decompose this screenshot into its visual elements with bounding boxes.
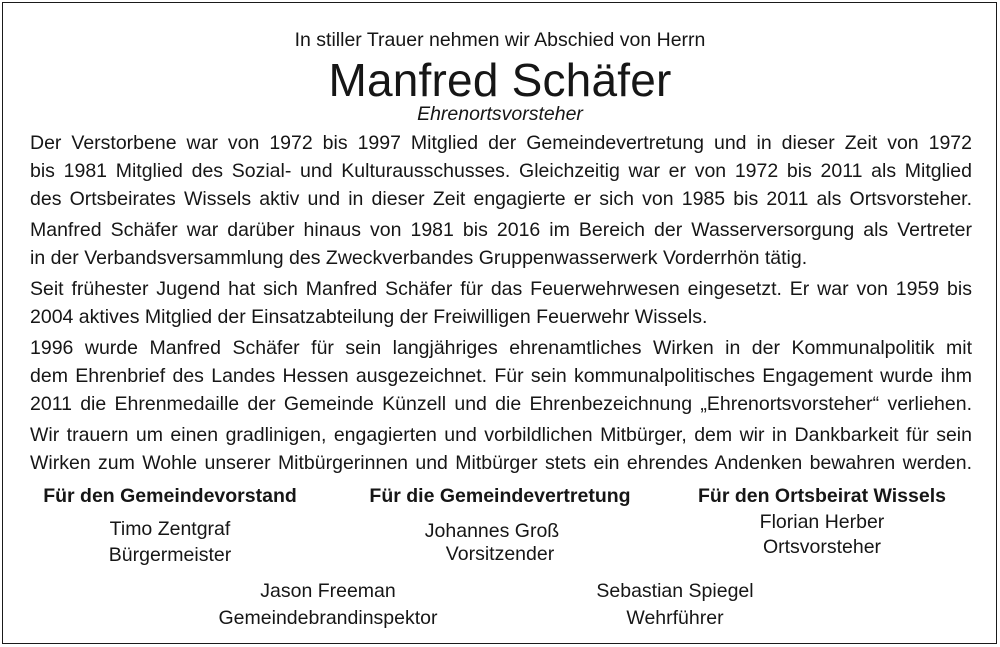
signatory-name: Johannes Groß bbox=[424, 520, 560, 542]
deceased-name: Manfred Schäfer bbox=[328, 54, 672, 106]
text-line: Wirken zum Wohle unserer Mitbürgerinnen und Mitbürger stets ein ehrendes Andenken bewahren werden. bbox=[30, 452, 972, 474]
obituary-text bbox=[30, 129, 972, 477]
signature-heading: Für den Gemeindevorstand bbox=[43, 485, 297, 507]
signatory-role: Gemeindebrandinspektor bbox=[218, 607, 438, 629]
text-line: 2011 die Ehrenmedaille der Gemeinde Künzell und die Ehrenbezeichnung „Ehrenortsvorsteher“ verliehen. bbox=[30, 393, 972, 415]
signatory-role: Wehrführer bbox=[626, 607, 724, 629]
paragraph-fire-brigade bbox=[30, 275, 972, 331]
signatory-name: Timo Zentgraf bbox=[109, 518, 231, 540]
signature-gemeindevertretung bbox=[350, 482, 650, 568]
paragraph-honours bbox=[30, 334, 972, 418]
signature-heading: Für die Gemeindevertretung bbox=[369, 485, 631, 507]
paragraph-mourning bbox=[30, 421, 972, 477]
signatory-name: Jason Freeman bbox=[260, 580, 396, 602]
signatory-role: Bürgermeister bbox=[108, 544, 232, 566]
intro-line: In stiller Trauer nehmen wir Abschied von Herrn bbox=[294, 29, 706, 51]
signatory-role: Ortsvorsteher bbox=[762, 536, 882, 558]
signature-gemeindevorstand bbox=[20, 482, 320, 569]
signature-heading: Für den Ortsbeirat Wissels bbox=[698, 485, 946, 507]
text-line: Manfred Schäfer war darüber hinaus von 1981 bis 2016 im Bereich der Wasserversorgung als Vertreter bbox=[30, 219, 972, 241]
text-line: 1996 wurde Manfred Schäfer für sein langjähriges ehrenamtliches Wirken in der Kommunalpolitik mit bbox=[30, 337, 972, 359]
signature-ortsbeirat bbox=[672, 482, 972, 561]
text-line: 2004 aktives Mitglied der Einsatzabteilung der Freiwilligen Feuerwehr Wissels. bbox=[30, 306, 708, 328]
text-line: dem Ehrenbrief des Landes Hessen ausgezeichnet. Für sein kommunalpolitisches Engagement wurde ihm bbox=[30, 365, 972, 387]
honorary-title: Ehrenortsvorsteher bbox=[417, 103, 583, 125]
signatory-name: Sebastian Spiegel bbox=[596, 580, 754, 602]
text-line: in der Verbandsversammlung des Zweckverbandes Gruppenwasserwerk Vorderrhön tätig. bbox=[30, 247, 808, 269]
signatory-role: Vorsitzender bbox=[445, 543, 555, 565]
signature-brandinspektor bbox=[178, 577, 478, 632]
text-line: bis 1981 Mitglied des Sozial- und Kulturausschusses. Gleichzeitig war er von 1972 bis 2011 als Mitglied bbox=[30, 160, 972, 182]
text-line: des Ortsbeirates Wissels aktiv und in dieser Zeit engagierte er sich von 1985 bis 2011 als Ortsvorsteher. bbox=[30, 188, 972, 210]
text-line: Der Verstorbene war von 1972 bis 1997 Mitglied der Gemeindevertretung und in dieser Zeit von 1972 bbox=[30, 132, 972, 154]
text-line: Wir trauern um einen gradlinigen, engagierten und vorbildlichen Mitbürger, dem wir in Dankbarkeit für sein bbox=[30, 424, 972, 446]
paragraph-water-supply bbox=[30, 216, 972, 272]
text-line: Seit frühester Jugend hat sich Manfred Schäfer für das Feuerwehrwesen eingesetzt. Er war von 1959 bis bbox=[30, 278, 972, 300]
paragraph-career bbox=[30, 129, 972, 213]
signature-wehrfuehrer bbox=[525, 577, 825, 632]
signatory-name: Florian Herber bbox=[759, 511, 885, 533]
